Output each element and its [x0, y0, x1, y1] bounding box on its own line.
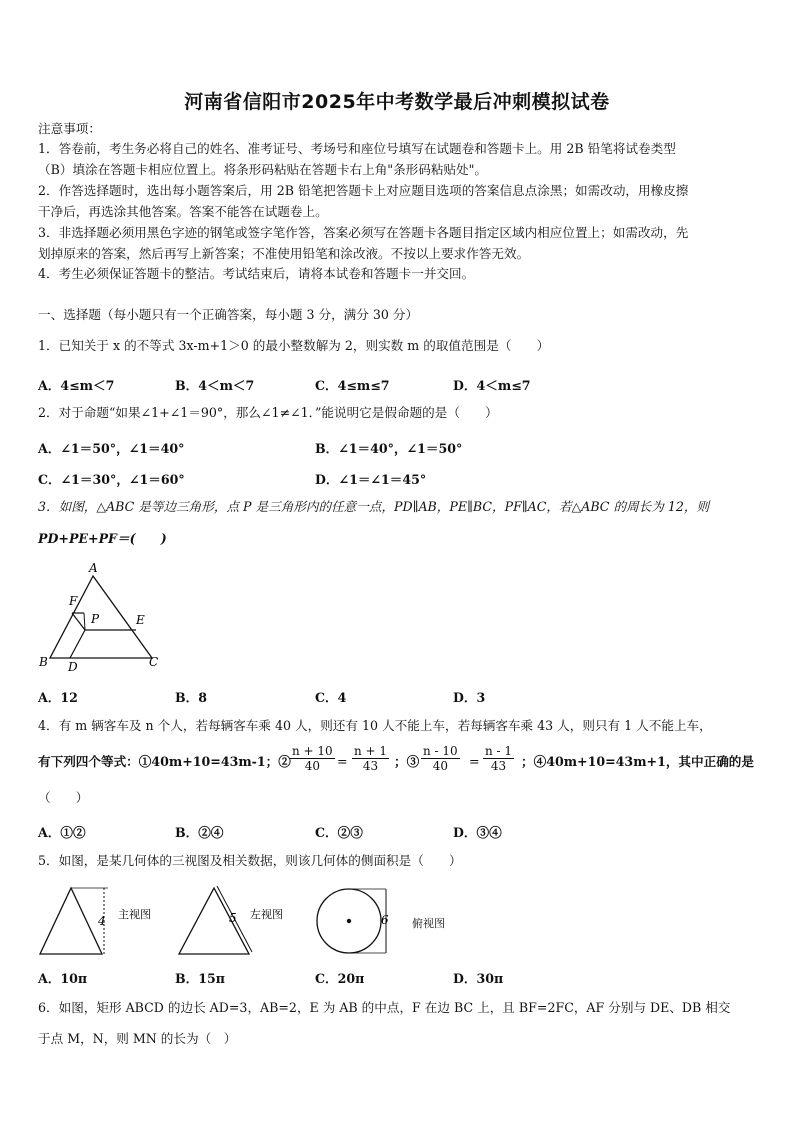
notice-line: （B）填涂在答题卡相应位置上。将条形码粘贴在答题卡右上角"条形码粘贴处"。 — [38, 162, 488, 177]
q2-option-a[interactable]: A．∠1＝50°，∠1＝40° — [38, 441, 185, 456]
q5-option-a[interactable]: A．10π — [38, 971, 88, 986]
q5-option-b[interactable]: B．15π — [175, 971, 225, 986]
q1-option-d[interactable]: D．4＜m≤7 — [453, 378, 531, 393]
fraction-numerator: n - 10 — [423, 744, 458, 758]
left-view-label: 左视图 — [250, 908, 283, 921]
q3-option-a[interactable]: A．12 — [38, 690, 78, 705]
question-4-line2-b: ；④40m+10=43m+1，其中正确的是 — [521, 754, 754, 769]
q3-option-c[interactable]: C．4 — [315, 690, 347, 705]
fraction-denominator: 40 — [304, 759, 320, 773]
question-4-stem: 4．有 m 辆客车及 n 个人，若每辆客车乘 40 人，则还有 10 人不能上车，若每辆客车乘 43 人，则只有 1 人不能上车， — [38, 718, 712, 733]
q1-option-c[interactable]: C．4≤m≤7 — [315, 378, 390, 393]
notice-line: 3．非选择题必须用黑色字迹的钢笔或签字笔作答，答案必须写在答题卡各题目指定区域内相应位置上；如需改动，先 — [38, 225, 689, 240]
top-dim: 6 — [381, 913, 389, 927]
fraction-numerator: n + 1 — [354, 744, 388, 758]
label-p: P — [91, 612, 100, 626]
top-view-label: 俯视图 — [412, 917, 445, 930]
front-view-label: 主视图 — [118, 908, 151, 921]
notice-line: 2．作答选择题时，选出每小题答案后，用 2B 铅笔把答题卡上对应题目选项的答案信息点涂黑；如需改动，用橡皮擦 — [38, 183, 689, 198]
notice-line: 1．答卷前，考生务必将自己的姓名、准考证号、考场号和座位号填写在试题卷和答题卡上。用 2B 铅笔将试卷类型 — [38, 141, 676, 156]
equals-sign: = — [469, 754, 480, 769]
notice-line: 划掉原来的答案，然后再写上新答案；不准使用铅笔和涂改液。不按以上要求作答无效。 — [38, 246, 530, 261]
fraction-numerator: n + 10 — [292, 744, 333, 758]
question-6-stem: 6．如图，矩形 ABCD 的边长 AD=3，AB=2，E 为 AB 的中点，F 在边 BC 上，且 BF=2FC，AF 分别与 DE、DB 相交 — [38, 1000, 731, 1015]
q2-option-d[interactable]: D．∠1＝∠1＝45° — [315, 472, 427, 487]
fraction — [421, 744, 460, 773]
three-views-figure — [36, 880, 396, 960]
triangle-figure — [36, 560, 166, 675]
question-1-stem: 1．已知关于 x 的不等式 3x-m+1＞0 的最小整数解为 2，则实数 m 的取值范围是（ ） — [38, 338, 550, 353]
notice-line: 干净后，再选涂其他答案。答案不能答在试题卷上。 — [38, 204, 328, 219]
fraction — [483, 744, 514, 773]
equals-sign: = — [337, 754, 348, 769]
question-3-stem-2: PD+PE+PF＝( ) — [38, 531, 167, 546]
q1-option-a[interactable]: A．4≤m＜7 — [38, 378, 115, 393]
notice-heading: 注意事项： — [38, 121, 101, 136]
fraction-numerator: n - 1 — [485, 744, 513, 758]
label-e: E — [136, 613, 145, 627]
page-title: 河南省信阳市2025年中考数学最后冲刺模拟试卷 — [184, 91, 610, 113]
q1-option-b[interactable]: B．4＜m＜7 — [175, 378, 255, 393]
fraction-denominator: 43 — [490, 759, 507, 773]
fraction-denominator: 43 — [362, 759, 379, 773]
notice-line: 4．考生必须保证答题卡的整洁。考试结束后，请将本试卷和答题卡一并交回。 — [38, 266, 475, 281]
q5-option-d[interactable]: D．30π — [453, 971, 504, 986]
q4-option-a[interactable]: A．①② — [38, 825, 86, 840]
fraction — [290, 744, 335, 773]
question-4-line2-a: 有下列四个等式：①40m+10=43m-1；② — [38, 754, 291, 769]
q2-option-c[interactable]: C．∠1＝30°，∠1＝60° — [38, 472, 185, 487]
label-b: B — [39, 655, 48, 669]
q3-option-b[interactable]: B．8 — [175, 690, 208, 705]
q2-option-b[interactable]: B．∠1＝40°，∠1＝50° — [315, 441, 463, 456]
section-heading: 一、选择题（每小题只有一个正确答案，每小题 3 分，满分 30 分） — [38, 307, 419, 322]
question-4-stem-3: （ ） — [38, 790, 89, 805]
fraction-denominator: 40 — [432, 759, 448, 773]
q3-option-d[interactable]: D．3 — [453, 690, 486, 705]
question-5-stem: 5．如图，是某几何体的三视图及相关数据，则该几何体的侧面积是（ ） — [38, 853, 462, 868]
question-2-stem: 2．对于命题“如果∠1+∠1＝90°，那么∠1≠∠1．”能说明它是假命题的是（ ） — [38, 405, 498, 420]
label-d: D — [68, 660, 78, 674]
label-a: A — [89, 561, 98, 575]
fraction — [352, 744, 389, 773]
label-f: F — [69, 594, 78, 608]
front-dim: 4 — [98, 914, 106, 928]
q4-option-d[interactable]: D．③④ — [453, 825, 502, 840]
q4-option-b[interactable]: B．②④ — [175, 825, 224, 840]
q5-option-c[interactable]: C．20π — [315, 971, 365, 986]
left-dim: 5 — [229, 911, 237, 925]
q4-option-c[interactable]: C．②③ — [315, 825, 363, 840]
separator: ；③ — [394, 754, 420, 769]
question-3-stem: 3．如图，△ABC 是等边三角形，点 P 是三角形内的任意一点，PD∥AB，PE∥BC，PF∥AC，若△ABC 的周长为 12，则 — [38, 499, 710, 514]
question-6-stem-2: 于点 M，N，则 MN 的长为（ ） — [38, 1031, 237, 1046]
label-c: C — [149, 655, 159, 669]
